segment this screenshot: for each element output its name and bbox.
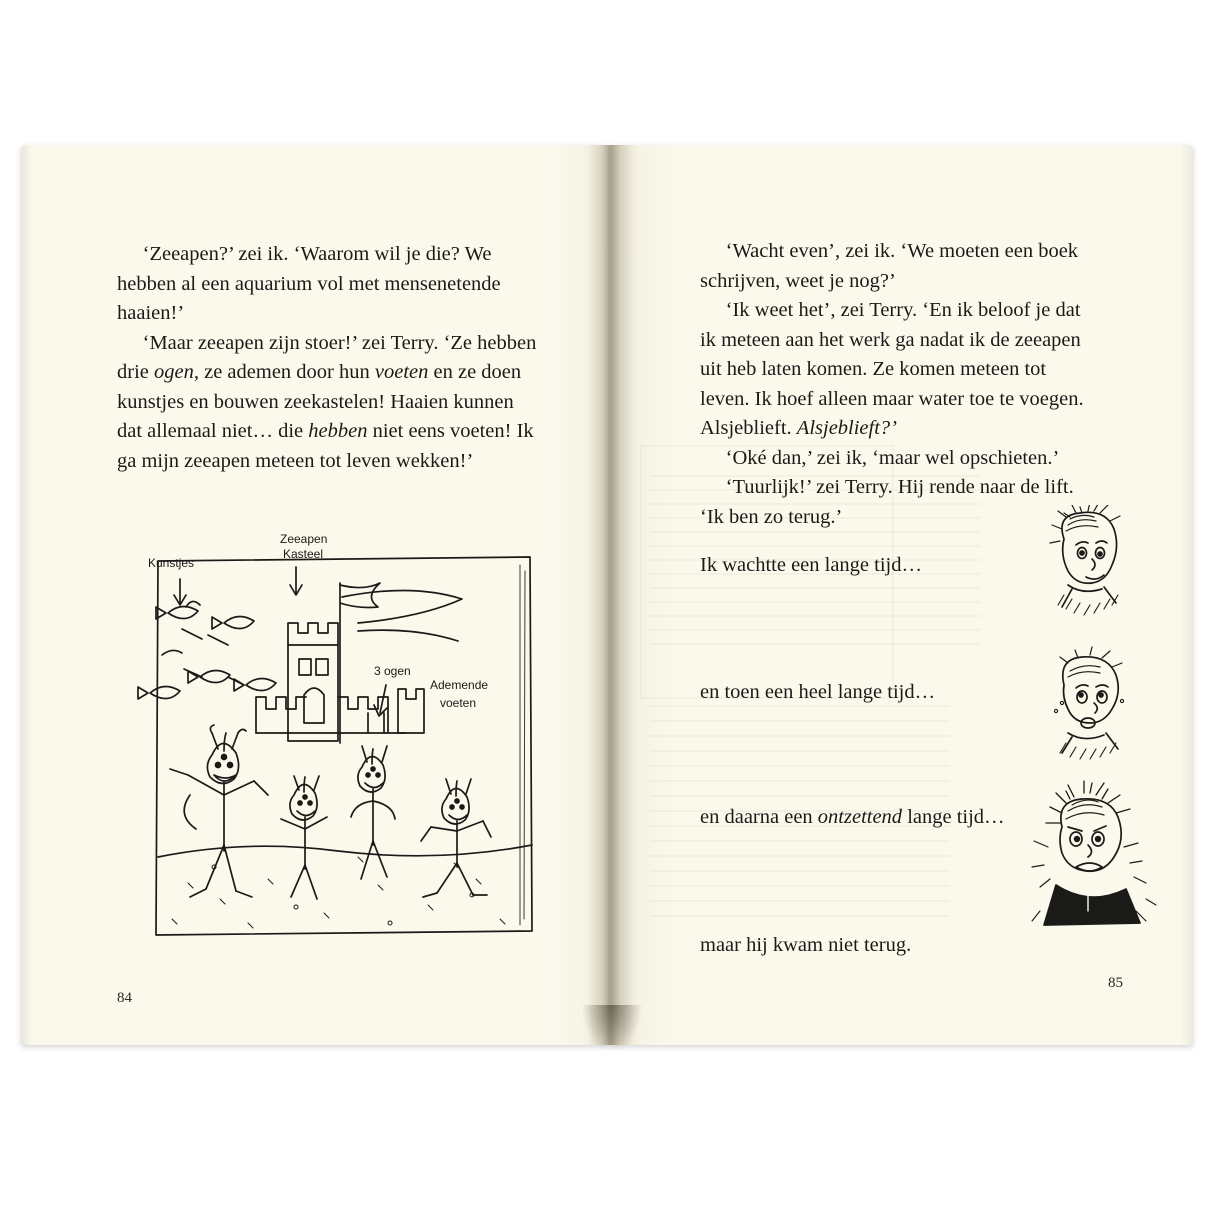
- svg-text:Kasteel: Kasteel: [283, 547, 324, 561]
- paragraph: Ik wachtte een lange tijd…: [700, 553, 922, 576]
- paragraph: maar hij kwam niet terug.: [700, 933, 912, 956]
- paragraph: ‘Ik weet het’, zei Terry. ‘En ik beloof je dat ik meteen aan het werk ga nadat ik de zeeapen uit heb laten komen. Ze komen meteen tot leven. Ik hoef alleen maar water toe te voegen. Alsjeblieft. Alsjeblieft?’: [700, 299, 1084, 439]
- svg-text:3 ogen: 3 ogen: [374, 664, 411, 678]
- paragraph-wait-1: [700, 530, 1060, 601]
- paragraph: ‘Oké dan,’ zei ik, ‘maar wel opschieten.’: [725, 446, 1060, 469]
- svg-text:Zeeapen: Zeeapen: [280, 532, 328, 546]
- svg-text:Kunstjes: Kunstjes: [148, 556, 195, 570]
- waiting-faces-illustrations: [1008, 505, 1178, 975]
- right-page-body: [700, 237, 1100, 532]
- right-page: [610, 145, 1192, 1045]
- left-page-body: [117, 240, 537, 476]
- open-book: [22, 145, 1192, 1045]
- paragraph: ‘Zeeapen?’ zei ik. ‘Waarom wil je die? We hebben al een aquarium vol met mensenetende haaien!’: [117, 243, 501, 324]
- paragraph: en daarna een ontzettend lange tijd…: [700, 805, 1005, 828]
- svg-text:voeten: voeten: [440, 696, 477, 710]
- paragraph: ‘Tuurlijk!’ zei Terry. Hij rende naar de lift. ‘Ik ben zo terug.’: [700, 476, 1074, 528]
- paragraph: en toen een heel lange tijd…: [700, 680, 936, 703]
- zeeapen-castle-drawing: [128, 527, 540, 945]
- paragraph: ‘Wacht even’, zei ik. ‘We moeten een boek schrijven, weet je nog?’: [700, 240, 1079, 292]
- svg-text:Ademende: Ademende: [430, 678, 489, 692]
- left-page: [22, 145, 610, 1045]
- page-number-right: 85: [1108, 975, 1123, 991]
- paragraph: ‘Maar zeeapen zijn stoer!’ zei Terry. ‘Ze hebben drie ogen, ze ademen door hun voeten en ze doen kunstjes en bouwen zeekastelen! Haaien kunnen dat allemaal niet… die hebben niet eens voeten! Ik ga mijn zeeapen meteen tot leven wekken!’: [117, 331, 537, 472]
- page-number-left: 84: [117, 990, 132, 1006]
